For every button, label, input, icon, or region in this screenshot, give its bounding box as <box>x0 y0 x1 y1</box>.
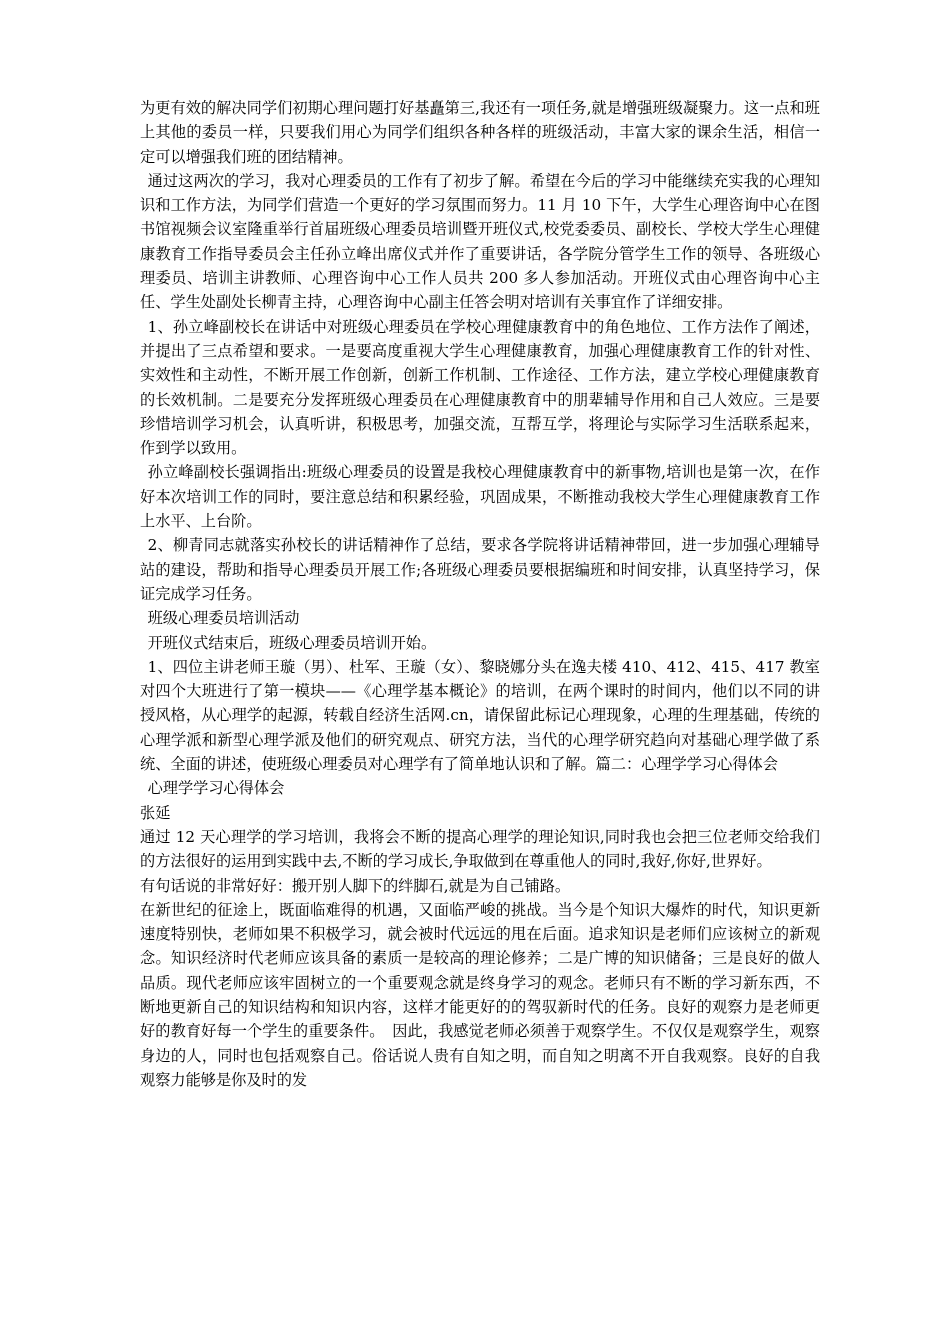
paragraph: 通过 12 天心理学的学习培训，我将会不断的提高心理学的理论知识,同时我也会把三位老师交给我们的方法很好的运用到实践中去,不断的学习成长,争取做到在尊重他人的同时,我好,你好,世界好。 <box>140 827 820 871</box>
paragraph: 1、孙立峰副校长在讲话中对班级心理委员在学校心理健康教育中的角色地位、工作方法作了阐述，并提出了三点希望和要求。一是要高度重视大学生心理健康教育，加强心理健康教育工作的针对性、实效性和主动性，不断开展工作创新，创新工作机制、工作途径、工作方法，建立学校心理健康教育的长效机制。二是要充分发挥班级心理委员在心理健康教育中的朋辈辅导作用和自己人效应。三是要珍惜培训学习机会，认真听讲，积极思考，加强交流，互帮互学，将理论与实际学习生活联系起来，作到学以致用。 <box>140 317 820 458</box>
article-title: 心理学学习心得体会 <box>147 779 285 798</box>
paragraph: 通过这两次的学习，我对心理委员的工作有了初步了解。希望在今后的学习中能继续充实我的心理知识和工作方法，为同学们营造一个更好的学习氛围而努力。11 月 10 下午，大学生心理咨询中心在图书馆视频会议室隆重举行首届班级心理委员培训暨开班仪式,校党委委员、副校长、学校大学生心理健康教育工作指导委员会主任孙立峰出席仪式并作了重要讲话，各学院分管学生工作的领导、各班级心理委员、培训主讲教师、心理咨询中心工作人员共 200 多人参加活动。开班仪式由心理咨询中心主任、学生处副处长柳青主持，心理咨询中心副主任答会明对培训有关事宜作了详细安排。 <box>140 171 820 312</box>
author-name: 张延 <box>140 803 171 822</box>
paragraph: 孙立峰副校长强调指出:班级心理委员的设置是我校心理健康教育中的新事物,培训也是第一次，在作好本次培训工作的同时，要注意总结和积累经验，巩固成果，不断推动我校大学生心理健康教育工作上水平、上台阶。 <box>140 463 820 531</box>
paragraph: 有句话说的非常好好：搬开别人脚下的绊脚石,就是为自己铺路。 <box>140 876 571 895</box>
paragraph: 为更有效的解决同学们初期心理问题打好基矗第三,我还有一项任务,就是增强班级凝聚力。这一点和班上其他的委员一样，只要我们用心为同学们组织各种各样的班级活动，丰富大家的课余生活，相信一定可以增强我们班的团结精神。 <box>140 99 820 166</box>
section-heading: 班级心理委员培训活动 <box>147 609 300 628</box>
paragraph: 在新世纪的征途上，既面临难得的机遇，又面临严峻的挑战。当今是个知识大爆炸的时代，知识更新速度特别快，老师如果不积极学习，就会被时代远远的甩在后面。追求知识是老师们应该树立的新观念。知识经济时代老师应该具备的素质一是较高的理论修养；二是广博的知识储备；三是良好的做人品质。现代老师应该牢固树立的一个重要观念就是终身学习的观念。老师只有不断的学习新东西，不断地更新自己的知识结构和知识内容，这样才能更好的的驾驭新时代的任务。良好的观察力是老师更好的教育好每一个学生的重要条件。 因此，我感觉老师必须善于观察学生。不仅仅是观察学生，观察身边的人，同时也包括观察自己。俗话说人贵有自知之明，而自知之明离不开自我观察。良好的自我观察力能够是你及时的发 <box>140 900 820 1089</box>
document-body <box>140 96 820 1092</box>
paragraph: 1、四位主讲老师王璇（男）、杜军、王璇（女）、黎晓娜分头在逸夫楼 410、412、415、417 教室对四个大班进行了第一模块——《心理学基本概论》的培训，在两个课时的时间内，他们以不同的讲授风格，从心理学的起源，转载自经济生活网.cn，请保留此标记心理现象，心理的生理基础，传统的心理学派和新型心理学派及他们的研究观点、研究方法，当代的心理学研究趋向对基础心理学做了系统、全面的讲述，使班级心理委员对心理学有了简单地认识和了解。篇二：心理学学习心得体会 <box>140 657 820 774</box>
paragraph: 开班仪式结束后，班级心理委员培训开始。 <box>147 633 437 652</box>
paragraph: 2、柳青同志就落实孙校长的讲话精神作了总结，要求各学院将讲话精神带回，进一步加强心理辅导站的建设，帮助和指导心理委员开展工作;各班级心理委员要根据编班和时间安排，认真坚持学习，保证完成学习任务。 <box>140 536 820 603</box>
